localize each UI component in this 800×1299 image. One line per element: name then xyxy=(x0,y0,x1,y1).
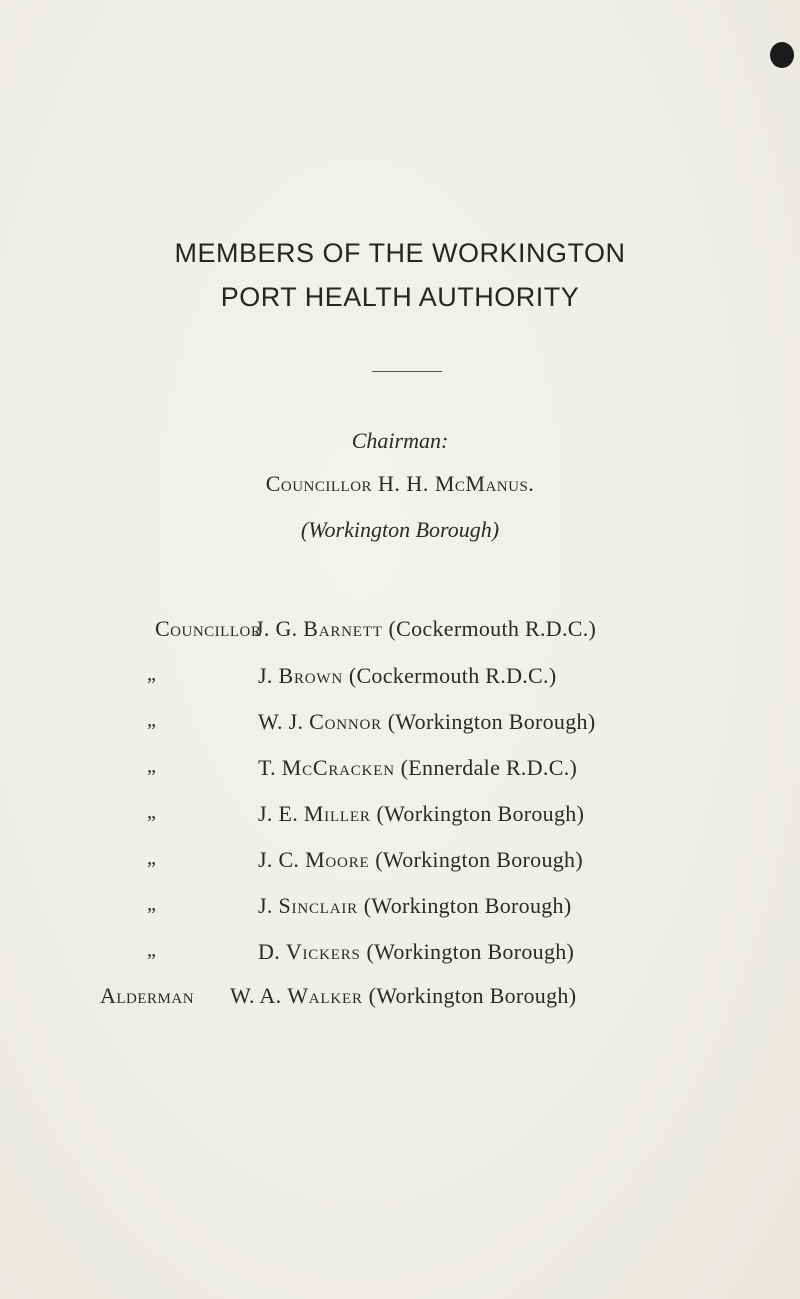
member-surname: Vickers xyxy=(285,939,361,964)
member-initials: J. xyxy=(258,893,273,918)
member-name xyxy=(258,755,577,781)
ditto-mark: „ xyxy=(147,709,156,731)
punch-hole xyxy=(770,42,794,68)
heading-line-1: MEMBERS OF THE WORKINGTON xyxy=(174,238,626,268)
ditto-mark: „ xyxy=(147,801,156,823)
member-name xyxy=(258,939,574,965)
member-area: (Workington Borough) xyxy=(375,847,583,872)
member-initials: D. xyxy=(258,939,280,964)
member-title: Councillor xyxy=(155,616,262,641)
member-area: (Ennerdale R.D.C.) xyxy=(400,755,578,780)
heading-line-2: PORT HEALTH AUTHORITY xyxy=(220,282,580,312)
member-initials: J. G. xyxy=(255,616,298,641)
member-surname: Moore xyxy=(305,847,370,872)
member-surname: Connor xyxy=(309,709,382,734)
member-initials: W. A. xyxy=(230,983,282,1008)
member-name xyxy=(258,893,571,919)
member-name xyxy=(230,983,576,1009)
ditto-mark: „ xyxy=(147,847,156,869)
member-initials: J. xyxy=(258,663,273,688)
chairman-label: Chairman: xyxy=(351,428,449,453)
member-name xyxy=(258,801,584,827)
member-initials: J. E. xyxy=(258,801,298,826)
member-area: (Workington Borough) xyxy=(376,801,585,826)
member-initials: W. J. xyxy=(258,709,304,734)
ditto-mark: „ xyxy=(147,939,156,961)
member-area: (Workington Borough) xyxy=(368,983,577,1008)
member-title: Alderman xyxy=(100,983,195,1008)
member-initials: T. xyxy=(258,755,276,780)
chairman-area: (Workington Borough) xyxy=(300,517,500,542)
member-name xyxy=(255,616,596,642)
member-surname: Brown xyxy=(278,663,343,688)
member-area: (Workington Borough) xyxy=(387,709,596,734)
chairman-name: Councillor H. H. McManus. xyxy=(265,471,535,496)
member-area: (Cockermouth R.D.C.) xyxy=(348,663,557,688)
ditto-mark: „ xyxy=(147,663,156,685)
member-name xyxy=(258,663,556,689)
member-area: (Workington Borough) xyxy=(363,893,572,918)
member-area: (Workington Borough) xyxy=(366,939,575,964)
member-surname: Barnett xyxy=(303,616,383,641)
member-surname: Walker xyxy=(287,983,363,1008)
member-surname: Miller xyxy=(303,801,371,826)
ditto-mark: „ xyxy=(147,893,156,915)
member-area: (Cockermouth R.D.C.) xyxy=(388,616,597,641)
member-name xyxy=(258,709,595,735)
member-initials: J. C. xyxy=(258,847,300,872)
ditto-mark: „ xyxy=(147,755,156,777)
divider-rule xyxy=(372,371,442,372)
member-name xyxy=(258,847,583,873)
member-surname: McCracken xyxy=(281,755,395,780)
member-surname: Sinclair xyxy=(278,893,358,918)
